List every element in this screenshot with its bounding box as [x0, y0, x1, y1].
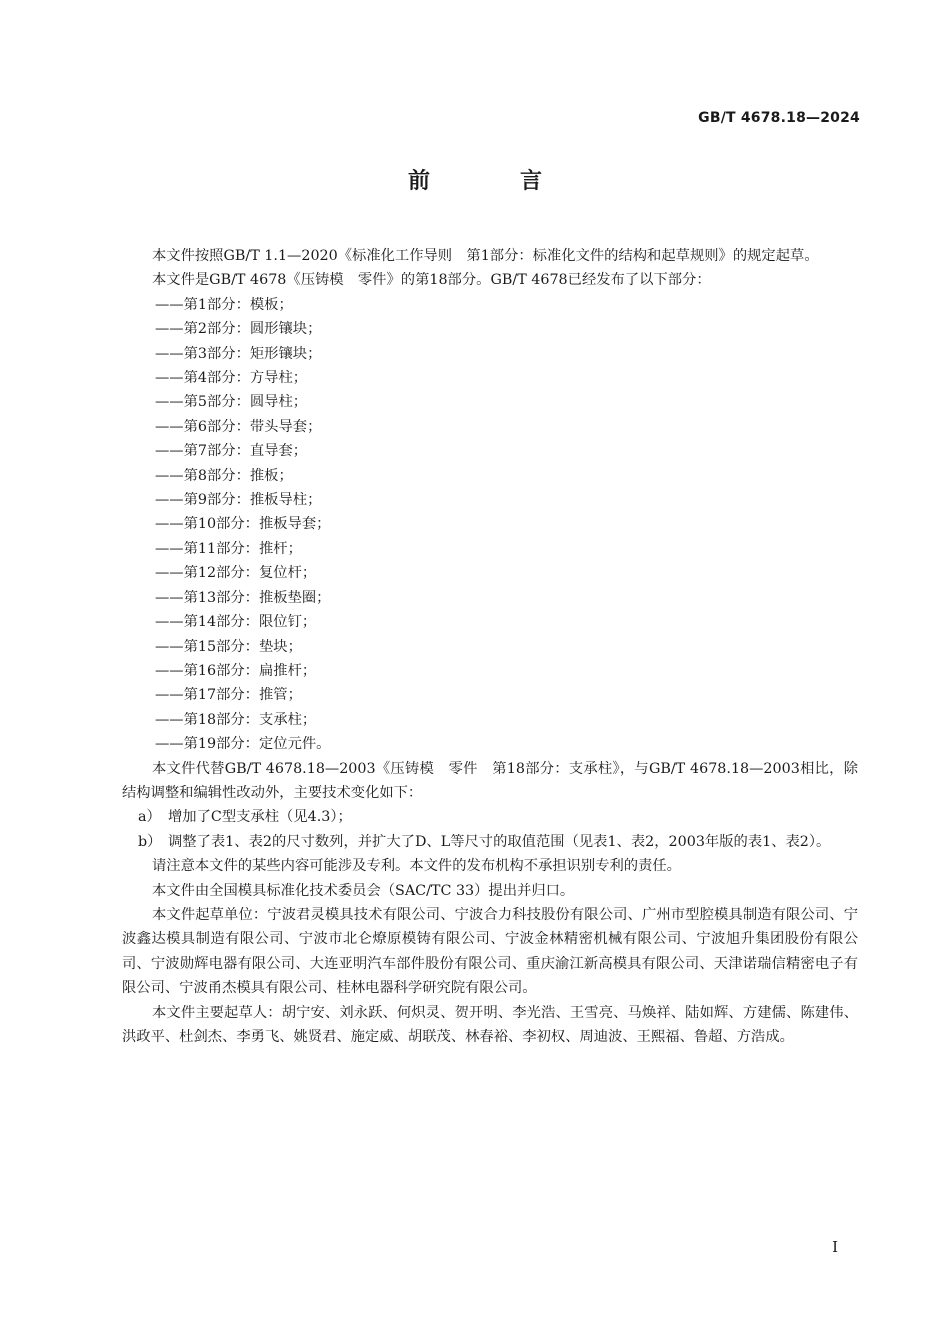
list-item: ——第10部分：推板导套； [155, 516, 331, 533]
paragraph-drafting-rules: 本文件按照GB/T 1.1—2020《标准化工作导则 第1部分：标准化文件的结构和起草规则》的规定起草。 [152, 248, 819, 264]
change-item [122, 830, 858, 854]
changes-list [122, 805, 858, 854]
foreword-body [122, 244, 858, 1049]
change-text: 调整了表1、表2的尺寸数列，并扩大了D、L等尺寸的取值范围（见表1、表2，2003年版的表1、表2）。 [168, 833, 831, 850]
list-item: ——第17部分：推管； [155, 687, 302, 704]
paragraph-proposer: 本文件由全国模具标准化技术委员会（SAC/TC 33）提出并归口。 [152, 882, 575, 899]
list-item: ——第12部分：复位杆； [155, 565, 317, 582]
paragraph-patent-notice: 请注意本文件的某些内容可能涉及专利。本文件的发布机构不承担识别专利的责任。 [152, 858, 681, 875]
list-item: ——第4部分：方导柱； [155, 370, 308, 387]
list-item: ——第16部分：扁推杆； [155, 662, 317, 679]
change-item [122, 805, 858, 829]
list-item: ——第2部分：圆形镶块； [155, 321, 322, 338]
list-item: ——第8部分：推板； [155, 467, 293, 484]
list-item: ——第1部分：模板； [155, 296, 293, 313]
list-item: ——第13部分：推板垫圈； [155, 589, 331, 606]
list-item: ——第9部分：推板导柱； [155, 492, 322, 509]
page-number: Ⅰ [832, 1238, 838, 1256]
list-item: ——第5部分：圆导柱； [155, 394, 308, 411]
list-item: ——第14部分：限位钉； [155, 614, 317, 631]
paragraph-replacement: 本文件代替GB/T 4678.18—2003《压铸模 零件 第18部分：支承柱》，与GB/T 4678.18—2003相比，除结构调整和编辑性改动外，主要技术变化如下： [122, 760, 858, 801]
page-title: 前 言 [407, 169, 576, 194]
paragraph-drafters: 本文件主要起草人：胡宁安、刘永跃、何炽灵、贺开明、李光浩、王雪亮、马焕祥、陆如辉、方建儒、陈建伟、洪政平、杜剑杰、李勇飞、姚贤君、施定威、胡联茂、林春裕、李初权、周迪波、王熙福、鲁超、方浩成。 [122, 1004, 858, 1045]
list-item: ——第19部分：定位元件。 [155, 736, 331, 753]
list-item: ——第18部分：支承柱； [155, 711, 317, 728]
list-item: ——第6部分：带头导套； [155, 418, 322, 435]
list-item: ——第11部分：推杆； [155, 540, 302, 557]
change-marker: a） [138, 809, 161, 826]
paragraph-series-info: 本文件是GB/T 4678《压铸模 零件》的第18部分。GB/T 4678已经发布了以下部分： [152, 272, 711, 289]
list-item: ——第7部分：直导套； [155, 443, 308, 460]
change-text: 增加了C型支承柱（见4.3）； [168, 809, 352, 826]
change-marker: b） [138, 833, 162, 850]
paragraph-drafting-units: 本文件起草单位：宁波君灵模具技术有限公司、宁波合力科技股份有限公司、广州市型腔模具制造有限公司、宁波鑫达模具制造有限公司、宁波市北仑燎原模铸有限公司、宁波金林精密机械有限公司、宁波旭升集团股份有限公司、宁波勋辉电器有限公司、大连亚明汽车部件股份有限公司、重庆渝江新高模具有限公司、天津诺瑞信精密电子有限公司、宁波甬杰模具有限公司、桂林电器科学研究院有限公司。 [122, 906, 858, 997]
list-item: ——第15部分：垫块； [155, 638, 302, 655]
list-item: ——第3部分：矩形镶块； [155, 345, 322, 362]
parts-list [122, 293, 858, 757]
standard-code: GB/T 4678.18—2024 [698, 110, 860, 126]
